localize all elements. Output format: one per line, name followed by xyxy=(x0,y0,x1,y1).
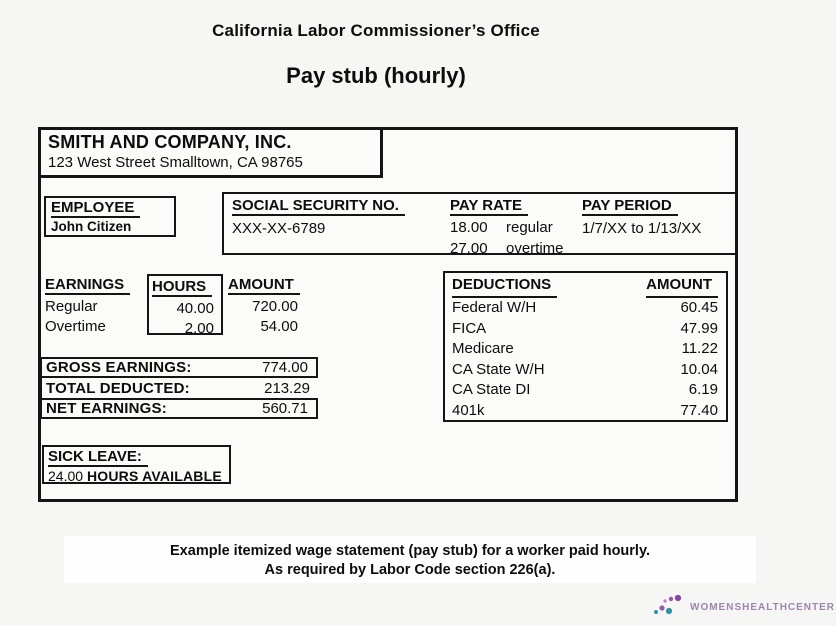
earnings-row-hours: 40.00 xyxy=(176,300,214,317)
earnings-row-amount: 720.00 xyxy=(252,298,298,315)
net-earnings-value: 560.71 xyxy=(262,400,308,417)
footer-line-2: As required by Labor Code section 226(a). xyxy=(264,562,556,578)
pay-rate-regular-type: regular xyxy=(506,219,553,236)
ssn-value: XXX-XX-6789 xyxy=(232,220,326,237)
pay-rate-label: PAY RATE xyxy=(450,197,528,216)
ssn-column xyxy=(232,197,405,238)
deductions-header: DEDUCTIONS xyxy=(452,276,557,298)
deduction-label: CA State W/H xyxy=(452,360,545,378)
earnings-row-amount: 54.00 xyxy=(260,318,298,335)
sick-leave-hours-line xyxy=(48,468,225,484)
sick-leave-label: SICK LEAVE: xyxy=(48,448,148,467)
footer-note xyxy=(64,536,756,583)
net-earnings-label: NET EARNINGS: xyxy=(46,400,167,417)
deduction-label: 401k xyxy=(452,401,485,419)
deduction-amount: 10.04 xyxy=(680,360,718,378)
deduction-row xyxy=(452,360,718,381)
total-deducted-row xyxy=(40,378,318,398)
deduction-label: FICA xyxy=(452,319,487,337)
net-earnings-row xyxy=(40,398,318,419)
pay-period-value: 1/7/XX to 1/13/XX xyxy=(582,220,702,237)
page-heading: California Labor Commissioner’s Office xyxy=(212,21,540,40)
pay-info-box xyxy=(222,192,738,255)
ssn-label: SOCIAL SECURITY NO. xyxy=(232,197,405,216)
deduction-amount: 6.19 xyxy=(688,381,718,398)
deduction-amount: 47.99 xyxy=(680,319,718,337)
footer-line-1: Example itemized wage statement (pay stub) for a worker paid hourly. xyxy=(170,543,650,559)
company-box xyxy=(38,127,383,178)
gross-earnings-label: GROSS EARNINGS: xyxy=(46,359,192,376)
deduction-label: CA State DI xyxy=(452,381,531,398)
sick-leave-box xyxy=(42,445,231,484)
deduction-row xyxy=(452,319,718,340)
deduction-label: Medicare xyxy=(452,340,514,357)
deductions-header-row xyxy=(452,276,718,298)
deduction-row xyxy=(452,401,718,422)
pay-period-label: PAY PERIOD xyxy=(582,197,678,216)
deduction-amount: 60.45 xyxy=(680,299,718,316)
deduction-amount: 77.40 xyxy=(680,401,718,419)
logo-text: WOMENSHEALTHCENTER xyxy=(690,601,836,613)
company-name: SMITH AND COMPANY, INC. xyxy=(48,132,292,152)
pay-period-column xyxy=(582,197,701,238)
employee-label: EMPLOYEE xyxy=(51,199,140,218)
hours-header: HOURS xyxy=(152,278,212,297)
page-title: Pay stub (hourly) xyxy=(286,63,466,88)
pay-rate-overtime-type: overtime xyxy=(506,240,564,257)
total-deducted-label: TOTAL DEDUCTED: xyxy=(46,379,190,397)
pay-rate-row xyxy=(450,240,564,258)
sick-leave-hours: 24.00 xyxy=(48,468,84,484)
deduction-amount: 11.22 xyxy=(681,340,718,357)
pay-rate-overtime-value: 27.00 xyxy=(450,240,488,257)
deduction-row xyxy=(452,339,718,360)
totals-section xyxy=(40,357,318,419)
deduction-row xyxy=(452,380,718,401)
employee-name: John Citizen xyxy=(51,219,132,234)
company-address: 123 West Street Smalltown, CA 98765 xyxy=(48,154,303,171)
sick-leave-available-label: HOURS AVAILABLE xyxy=(86,468,222,484)
earnings-header: EARNINGS xyxy=(45,276,130,295)
deduction-label: Federal W/H xyxy=(452,299,537,316)
logo-dots-icon xyxy=(652,595,688,619)
earnings-row-hours: 2.00 xyxy=(184,320,214,337)
pay-rate-column xyxy=(450,197,564,258)
earnings-row-label: Overtime xyxy=(45,318,106,335)
deduction-row xyxy=(452,298,718,319)
pay-rate-row xyxy=(450,219,564,237)
total-deducted-value: 213.29 xyxy=(264,379,310,397)
earnings-amount-column xyxy=(228,275,298,337)
deductions-box xyxy=(443,271,728,422)
earnings-row-label: Regular xyxy=(45,298,98,315)
pay-rate-regular-value: 18.00 xyxy=(450,219,488,236)
earnings-label-column xyxy=(45,275,145,337)
employee-box xyxy=(44,196,176,237)
deductions-amount-header: AMOUNT xyxy=(646,276,718,298)
earnings-amount-header: AMOUNT xyxy=(228,276,300,295)
gross-earnings-row xyxy=(40,357,318,378)
womenshealthcenter-logo xyxy=(652,594,836,620)
hours-column-box xyxy=(147,274,223,335)
gross-earnings-value: 774.00 xyxy=(262,359,308,376)
